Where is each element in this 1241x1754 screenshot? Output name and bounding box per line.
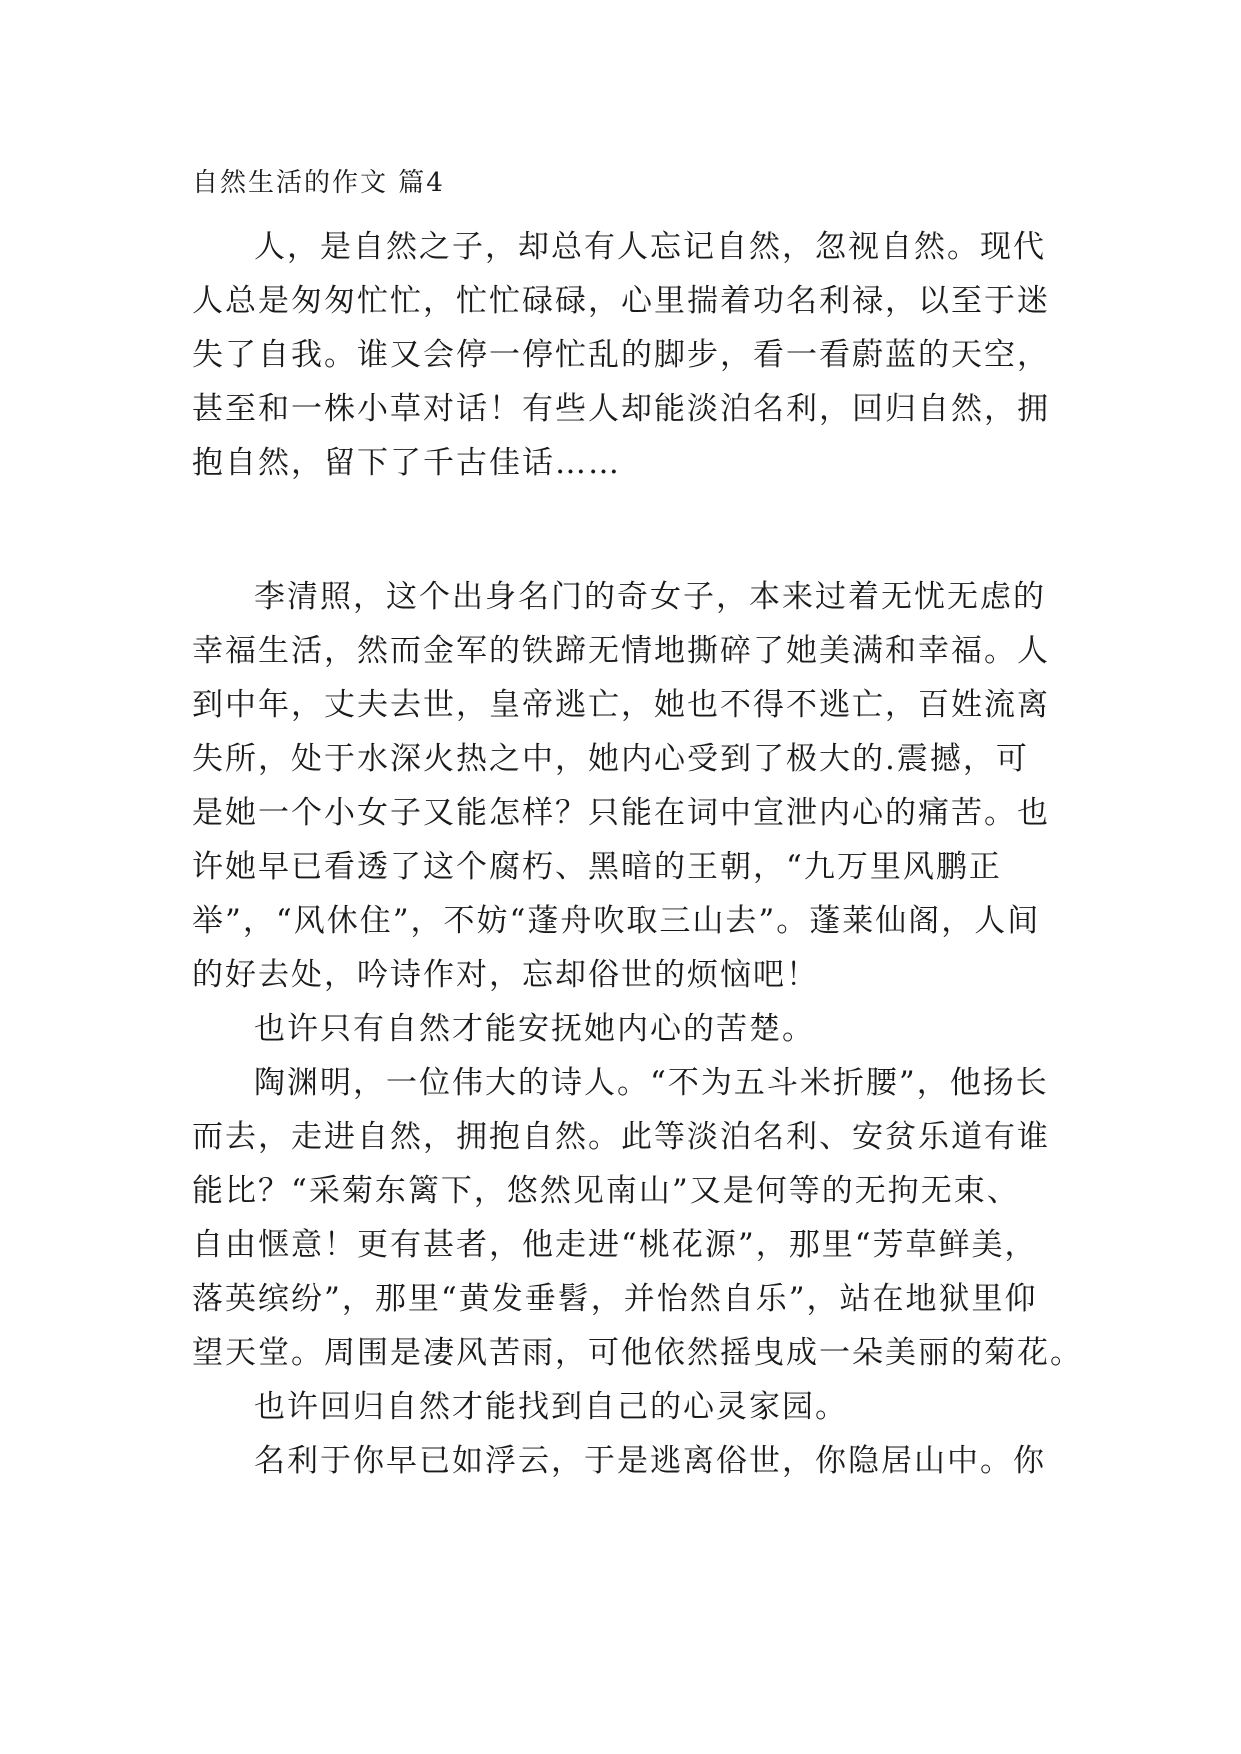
text-line: 自由惬意！更有甚者，他走进“桃花源”，那里“芳草鲜美， [192, 1227, 1038, 1263]
text-line: 能比？“采菊东篱下，悠然见南山”又是何等的无拘无束、 [192, 1173, 1020, 1209]
page-title: 自然生活的作文 篇4 [192, 168, 445, 198]
text-line: 落英缤纷”，那里“黄发垂髫，并怡然自乐”，站在地狱里仰 [192, 1281, 1038, 1317]
text-line: 也许回归自然才能找到自己的心灵家园。 [254, 1389, 848, 1425]
text-line: 而去，走进自然，拥抱自然。此等淡泊名利、安贫乐道有谁 [192, 1119, 1050, 1155]
text-line: 的好去处，吟诗作对，忘却俗世的烦恼吧！ [192, 957, 819, 993]
text-line: 人总是匆匆忙忙，忙忙碌碌，心里揣着功名利禄，以至于迷 [192, 283, 1050, 319]
text-line: 甚至和一株小草对话！有些人却能淡泊名利，回归自然，拥 [192, 391, 1050, 427]
text-line: 人，是自然之子，却总有人忘记自然，忽视自然。现代 [254, 229, 1046, 265]
text-line: 是她一个小女子又能怎样？只能在词中宣泄内心的痛苦。也 [192, 795, 1050, 831]
text-line: 抱自然，留下了千古佳话…… [192, 445, 621, 481]
text-line: 许她早已看透了这个腐朽、黑暗的王朝，“九万里风鹏正 [192, 849, 1002, 885]
text-line: 幸福生活，然而金军的铁蹄无情地撕碎了她美满和幸福。人 [192, 633, 1050, 669]
text-line: 望天堂。周围是凄风苦雨，可他依然摇曳成一朵美丽的菊花。 [192, 1335, 1083, 1371]
text-line: 失了自我。谁又会停一停忙乱的脚步，看一看蔚蓝的天空， [192, 337, 1050, 373]
text-line: 陶渊明，一位伟大的诗人。“不为五斗米折腰”，他扬长 [254, 1065, 1049, 1101]
text-line: 名利于你早已如浮云，于是逃离俗世，你隐居山中。你 [254, 1443, 1046, 1479]
text-line: 李清照，这个出身名门的奇女子，本来过着无忧无虑的 [254, 579, 1046, 615]
text-line: 到中年，丈夫去世，皇帝逃亡，她也不得不逃亡，百姓流离 [192, 687, 1050, 723]
text-line: 也许只有自然才能安抚她内心的苦楚。 [254, 1011, 815, 1047]
text-line: 失所，处于水深火热之中，她内心受到了极大的.震撼，可 [192, 741, 1029, 777]
text-line: 举”，“风休住”，不妨“蓬舟吹取三山去”。蓬莱仙阁，人间 [192, 903, 1041, 939]
